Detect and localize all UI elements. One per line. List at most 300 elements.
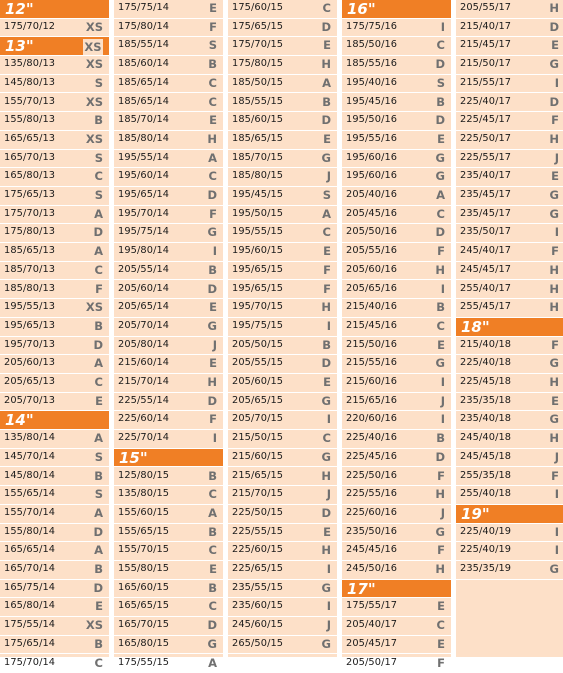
grade-code: C — [437, 618, 445, 632]
grade-code: D — [435, 450, 445, 464]
tire-size: 225/50/16 — [346, 470, 397, 481]
tire-size: 195/80/14 — [118, 245, 169, 256]
table-row — [228, 318, 337, 337]
table-row — [0, 561, 109, 580]
grade-code: H — [549, 300, 559, 314]
tire-size: 235/35/18 — [460, 395, 511, 406]
grade-code: A — [322, 207, 331, 221]
grade-code: E — [437, 338, 445, 352]
table-row — [114, 468, 223, 487]
tire-size: 205/55/14 — [118, 264, 169, 275]
grade-code: I — [555, 76, 559, 90]
table-row — [114, 598, 223, 617]
tire-size: 225/40/19 — [460, 544, 511, 555]
grade-code: G — [208, 225, 217, 239]
grade-code: S — [95, 76, 103, 90]
tire-size: 175/65/13 — [4, 189, 55, 200]
table-row — [456, 449, 563, 468]
grade-code: G — [322, 394, 331, 408]
grade-code: G — [208, 319, 217, 333]
table-row — [342, 468, 451, 487]
tire-size: 205/55/15 — [232, 357, 283, 368]
table-row — [114, 0, 223, 19]
table-row — [114, 505, 223, 524]
grade-code: B — [94, 113, 103, 127]
tire-size: 205/45/16 — [346, 208, 397, 219]
tire-size: 255/40/18 — [460, 488, 511, 499]
grade-code: H — [207, 375, 217, 389]
grade-code: D — [435, 113, 445, 127]
grade-code: B — [436, 95, 445, 109]
grade-code: I — [555, 525, 559, 539]
tire-size: 265/50/15 — [232, 638, 283, 649]
grade-code: B — [208, 57, 217, 71]
grade-code: H — [549, 1, 559, 15]
grade-code: E — [323, 132, 331, 146]
grade-code: C — [209, 599, 217, 613]
grade-code: E — [323, 38, 331, 52]
table-row — [228, 374, 337, 393]
grade-code: G — [550, 356, 559, 370]
table-row — [228, 75, 337, 94]
grade-code: G — [322, 151, 331, 165]
tire-size: 235/60/15 — [232, 600, 283, 611]
table-row — [114, 561, 223, 580]
grade-code: B — [208, 263, 217, 277]
tire-size: 135/80/14 — [4, 432, 55, 443]
table-row — [456, 37, 563, 56]
grade-code: C — [323, 431, 331, 445]
tire-size: 235/55/15 — [232, 582, 283, 593]
tire-size: 225/45/17 — [460, 114, 511, 125]
tire-size: 185/65/13 — [4, 245, 55, 256]
grade-code: H — [549, 282, 559, 296]
grade-code: C — [95, 375, 103, 389]
table-row — [228, 617, 337, 636]
tire-size: 205/50/15 — [232, 339, 283, 350]
grade-code: G — [322, 581, 331, 595]
table-row — [228, 299, 337, 318]
table-row — [342, 636, 451, 655]
table-row — [114, 374, 223, 393]
grade-code: E — [437, 599, 445, 613]
tire-size: 155/65/14 — [4, 488, 55, 499]
table-row — [228, 94, 337, 113]
tire-size: 195/70/13 — [4, 339, 55, 350]
grade-code: C — [437, 319, 445, 333]
grade-code: D — [207, 188, 217, 202]
tire-size: 135/80/15 — [118, 488, 169, 499]
grade-code: I — [441, 412, 445, 426]
table-row — [0, 337, 109, 356]
table-row — [228, 206, 337, 225]
grade-code: B — [436, 431, 445, 445]
tire-size: 205/60/14 — [118, 283, 169, 294]
grade-code: C — [437, 38, 445, 52]
tire-size: 205/50/17 — [346, 657, 397, 668]
table-row — [0, 580, 109, 599]
table-row — [342, 374, 451, 393]
table-row — [114, 112, 223, 131]
grade-code: J — [327, 618, 331, 632]
table-row — [342, 505, 451, 524]
tire-size: 205/60/15 — [232, 376, 283, 387]
grade-code: XS — [83, 39, 103, 55]
tire-size: 195/65/15 — [232, 264, 283, 275]
table-row — [114, 37, 223, 56]
tire-size: 235/45/17 — [460, 189, 511, 200]
grade-code: F — [437, 469, 445, 483]
grade-code: H — [549, 375, 559, 389]
grade-code: G — [550, 188, 559, 202]
grade-code: A — [94, 506, 103, 520]
grade-code: C — [209, 487, 217, 501]
tire-size: 185/55/16 — [346, 58, 397, 69]
table-row — [114, 281, 223, 300]
grade-code: C — [95, 263, 103, 277]
grade-code: D — [93, 581, 103, 595]
grade-code: G — [322, 637, 331, 651]
tire-size: 165/65/14 — [4, 544, 55, 555]
tire-size: 225/55/17 — [460, 152, 511, 163]
table-row — [0, 598, 109, 617]
grade-code: H — [549, 263, 559, 277]
tire-size: 185/70/15 — [232, 152, 283, 163]
table-row — [342, 524, 451, 543]
table-row — [456, 0, 563, 19]
tire-size: 215/45/17 — [460, 39, 511, 50]
table-row — [0, 19, 109, 38]
table-row — [0, 224, 109, 243]
grade-code: I — [441, 375, 445, 389]
grade-code: J — [441, 506, 445, 520]
rim-size-header — [0, 411, 109, 430]
table-row — [456, 168, 563, 187]
grade-code: H — [549, 431, 559, 445]
table-row — [0, 206, 109, 225]
tire-size: 205/65/16 — [346, 283, 397, 294]
grade-code: I — [441, 20, 445, 34]
grade-code: G — [436, 356, 445, 370]
size-column — [342, 0, 451, 657]
grade-code: D — [435, 57, 445, 71]
grade-code: B — [208, 469, 217, 483]
table-row — [0, 56, 109, 75]
grade-code: E — [551, 394, 559, 408]
grade-code: A — [94, 244, 103, 258]
table-row — [0, 505, 109, 524]
grade-code: C — [209, 543, 217, 557]
grade-code: B — [94, 562, 103, 576]
grade-code: B — [208, 525, 217, 539]
grade-code: D — [207, 394, 217, 408]
tire-size: 205/40/16 — [346, 189, 397, 200]
table-row — [228, 262, 337, 281]
grade-code: B — [436, 300, 445, 314]
tire-size: 215/40/18 — [460, 339, 511, 350]
tire-size: 195/60/16 — [346, 170, 397, 181]
grade-code: F — [551, 113, 559, 127]
tire-size: 225/40/16 — [346, 432, 397, 443]
table-row — [0, 187, 109, 206]
table-row — [114, 131, 223, 150]
tire-size: 175/70/13 — [4, 208, 55, 219]
table-row — [456, 131, 563, 150]
tire-size: 185/65/15 — [232, 133, 283, 144]
table-row — [342, 206, 451, 225]
grade-code: A — [208, 151, 217, 165]
table-row — [456, 281, 563, 300]
table-row — [0, 449, 109, 468]
grade-code: E — [323, 375, 331, 389]
grade-code: XS — [86, 20, 103, 34]
tire-size: 245/40/17 — [460, 245, 511, 256]
tire-size: 225/45/16 — [346, 451, 397, 462]
table-row — [456, 19, 563, 38]
tire-size: 225/45/18 — [460, 376, 511, 387]
tire-size: 245/40/18 — [460, 432, 511, 443]
tire-size: 165/70/14 — [4, 563, 55, 574]
grade-code: A — [94, 207, 103, 221]
grade-code: I — [441, 282, 445, 296]
table-row — [0, 355, 109, 374]
grade-code: F — [551, 244, 559, 258]
grade-code: XS — [86, 618, 103, 632]
grade-code: XS — [86, 300, 103, 314]
tire-size: 175/80/14 — [118, 21, 169, 32]
table-row — [342, 393, 451, 412]
size-column — [114, 0, 223, 657]
table-row — [342, 168, 451, 187]
table-row — [456, 94, 563, 113]
tire-size: 215/40/17 — [460, 21, 511, 32]
tire-size: 145/70/14 — [4, 451, 55, 462]
grade-code: E — [209, 356, 217, 370]
tire-size: 155/60/15 — [118, 507, 169, 518]
tire-size: 205/50/16 — [346, 226, 397, 237]
table-row — [114, 393, 223, 412]
table-row — [0, 299, 109, 318]
grade-code: S — [95, 151, 103, 165]
tire-size: 185/50/16 — [346, 39, 397, 50]
grade-code: G — [436, 151, 445, 165]
grade-code: B — [322, 338, 331, 352]
tire-size: 245/45/17 — [460, 264, 511, 275]
table-row — [228, 0, 337, 19]
table-row — [228, 505, 337, 524]
rim-size-label: 12" — [5, 0, 34, 18]
tire-size: 215/70/14 — [118, 376, 169, 387]
tire-size: 205/70/15 — [232, 413, 283, 424]
table-row — [114, 19, 223, 38]
table-row — [114, 168, 223, 187]
grade-code: D — [321, 113, 331, 127]
tire-size: 195/70/14 — [118, 208, 169, 219]
grade-code: D — [549, 20, 559, 34]
tire-size: 185/80/15 — [232, 170, 283, 181]
table-row — [228, 411, 337, 430]
table-row — [0, 430, 109, 449]
table-row — [228, 393, 337, 412]
table-row — [0, 75, 109, 94]
tire-size: 215/70/15 — [232, 488, 283, 499]
table-row — [114, 94, 223, 113]
tire-size: 145/80/13 — [4, 77, 55, 88]
table-row — [114, 355, 223, 374]
grade-code: I — [555, 225, 559, 239]
tire-size: 175/60/15 — [232, 2, 283, 13]
grade-code: F — [437, 244, 445, 258]
table-row — [456, 542, 563, 561]
grade-code: A — [208, 656, 217, 670]
tire-size: 205/55/16 — [346, 245, 397, 256]
table-row — [0, 468, 109, 487]
tire-size: 195/55/16 — [346, 133, 397, 144]
tire-size: 195/65/14 — [118, 189, 169, 200]
tire-size: 175/70/14 — [4, 657, 55, 668]
tire-size: 195/50/15 — [232, 208, 283, 219]
tire-size: 205/65/15 — [232, 395, 283, 406]
size-column — [0, 0, 109, 657]
tire-size: 165/80/14 — [4, 600, 55, 611]
table-row — [456, 486, 563, 505]
table-row — [456, 75, 563, 94]
tire-size: 225/60/15 — [232, 544, 283, 555]
tire-size: 195/60/15 — [232, 245, 283, 256]
tire-size: 215/60/15 — [232, 451, 283, 462]
table-row — [342, 150, 451, 169]
grade-code: G — [208, 637, 217, 651]
table-row — [114, 206, 223, 225]
grade-code: G — [550, 412, 559, 426]
table-row — [228, 561, 337, 580]
table-row — [228, 19, 337, 38]
table-row — [342, 542, 451, 561]
table-row — [0, 636, 109, 655]
size-column — [456, 0, 563, 657]
table-row — [456, 187, 563, 206]
grade-code: XS — [86, 132, 103, 146]
rim-size-label: 13" — [5, 37, 34, 55]
tire-size: 175/65/14 — [4, 638, 55, 649]
grade-code: A — [322, 76, 331, 90]
tire-size: 215/40/16 — [346, 301, 397, 312]
grade-code: G — [550, 562, 559, 576]
table-row — [228, 337, 337, 356]
tire-size: 195/55/15 — [232, 226, 283, 237]
grade-code: I — [327, 319, 331, 333]
table-row — [456, 374, 563, 393]
tire-size: 245/45/16 — [346, 544, 397, 555]
table-row — [0, 374, 109, 393]
tire-size: 225/50/17 — [460, 133, 511, 144]
grade-code: C — [437, 207, 445, 221]
tire-size: 205/65/14 — [118, 301, 169, 312]
table-row — [228, 168, 337, 187]
table-row — [456, 411, 563, 430]
tire-size: 195/45/15 — [232, 189, 283, 200]
grade-code: S — [95, 450, 103, 464]
grade-code: I — [327, 599, 331, 613]
table-row — [0, 524, 109, 543]
tire-size: 185/60/15 — [232, 114, 283, 125]
table-row — [114, 617, 223, 636]
table-row — [228, 636, 337, 655]
table-row — [228, 430, 337, 449]
tire-size: 205/70/14 — [118, 320, 169, 331]
tire-size: 245/45/18 — [460, 451, 511, 462]
table-row — [0, 168, 109, 187]
grade-code: H — [549, 132, 559, 146]
table-row — [456, 468, 563, 487]
tire-size: 175/65/15 — [232, 21, 283, 32]
table-row — [342, 131, 451, 150]
rim-size-header — [342, 580, 451, 599]
grade-code: F — [437, 543, 445, 557]
table-row — [114, 411, 223, 430]
table-row — [0, 486, 109, 505]
table-row — [228, 243, 337, 262]
table-row — [0, 393, 109, 412]
grade-code: J — [555, 450, 559, 464]
table-row — [342, 75, 451, 94]
rim-size-header — [114, 449, 223, 468]
tire-size: 225/60/16 — [346, 507, 397, 518]
tire-size: 245/60/15 — [232, 619, 283, 630]
tire-size: 185/60/14 — [118, 58, 169, 69]
grade-code: C — [209, 169, 217, 183]
table-row — [228, 150, 337, 169]
tire-size: 195/40/16 — [346, 77, 397, 88]
grade-code: J — [441, 394, 445, 408]
grade-code: B — [208, 581, 217, 595]
grade-code: G — [550, 207, 559, 221]
tire-size: 185/70/13 — [4, 264, 55, 275]
tire-size: 165/70/15 — [118, 619, 169, 630]
grade-code: C — [323, 225, 331, 239]
table-row — [456, 299, 563, 318]
tire-size: 195/65/13 — [4, 320, 55, 331]
tire-size: 225/55/15 — [232, 526, 283, 537]
grade-code: D — [321, 20, 331, 34]
tire-size: 215/50/17 — [460, 58, 511, 69]
table-row — [342, 598, 451, 617]
table-row — [0, 94, 109, 113]
table-row — [228, 56, 337, 75]
grade-code: F — [209, 207, 217, 221]
table-row — [114, 75, 223, 94]
grade-code: A — [436, 188, 445, 202]
tire-size: 205/80/14 — [118, 339, 169, 350]
table-row — [114, 524, 223, 543]
tire-size: 175/75/16 — [346, 21, 397, 32]
table-row — [114, 542, 223, 561]
table-row — [114, 636, 223, 655]
tire-size: 165/65/13 — [4, 133, 55, 144]
table-row — [114, 580, 223, 599]
table-row — [342, 355, 451, 374]
tire-size: 235/50/17 — [460, 226, 511, 237]
grade-code: D — [207, 618, 217, 632]
table-row — [0, 542, 109, 561]
tire-size: 175/80/15 — [232, 58, 283, 69]
grade-code: C — [209, 76, 217, 90]
tire-size: 205/40/17 — [346, 619, 397, 630]
grade-code: J — [327, 487, 331, 501]
tire-size: 165/65/15 — [118, 600, 169, 611]
rim-size-header — [342, 0, 451, 19]
table-row — [342, 299, 451, 318]
